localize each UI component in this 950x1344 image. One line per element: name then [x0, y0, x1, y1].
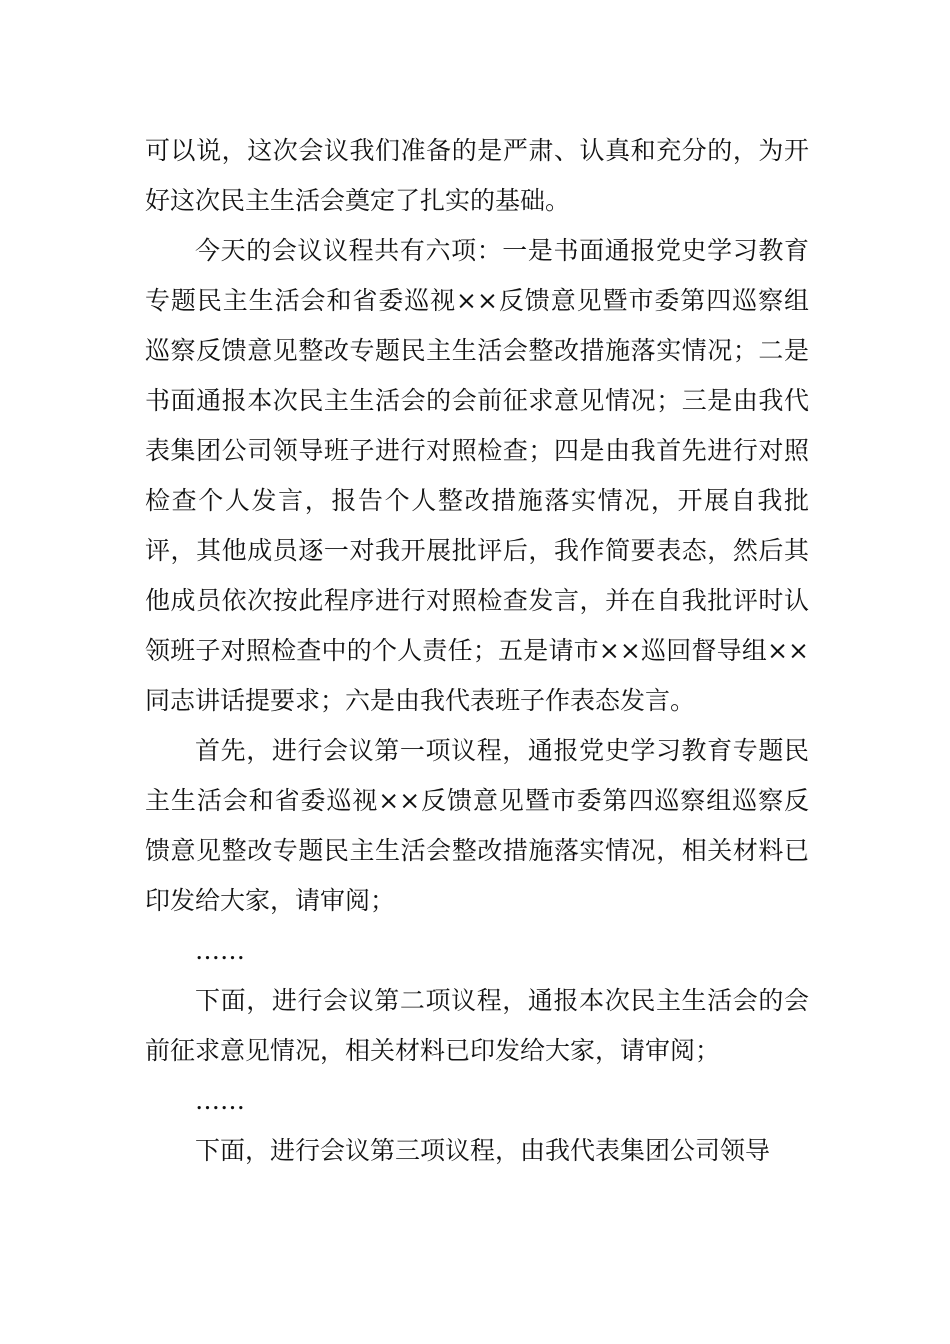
paragraph-agenda-item-1: 首先，进行会议第一项议程，通报党史学习教育专题民主生活会和省委巡视××反馈意见暨市委第四巡察组巡察反馈意见整改专题民主生活会整改措施落实情况，相关材料已印发给大家，请审阅； [145, 736, 809, 915]
paragraph-agenda-item-3: 下面，进行会议第三项议程，由我代表集团公司领导 [195, 1136, 771, 1165]
paragraph-ellipsis-2: …… [195, 1086, 245, 1115]
paragraph-agenda-item-2: 下面，进行会议第二项议程，通报本次民主生活会的会前征求意见情况，相关材料已印发给大家，请审阅； [145, 986, 809, 1065]
document-body [145, 126, 809, 1176]
paragraph-ellipsis-1: …… [195, 936, 245, 965]
paragraph-agenda-overview: 今天的会议议程共有六项：一是书面通报党史学习教育专题民主生活会和省委巡视××反馈意见暨市委第四巡察组巡察反馈意见整改专题民主生活会整改措施落实情况；二是书面通报本次民主生活会的会前征求意见情况；三是由我代表集团公司领导班子进行对照检查；四是由我首先进行对照检查个人发言，报告个人整改措施落实情况，开展自我批评，其他成员逐一对我开展批评后，我作简要表态，然后其他成员依次按此程序进行对照检查发言，并在自我批评时认领班子对照检查中的个人责任；五是请市××巡回督导组××同志讲话提要求；六是由我代表班子作表态发言。 [145, 236, 809, 715]
paragraph-preparation-summary: 可以说，这次会议我们准备的是严肃、认真和充分的，为开好这次民主生活会奠定了扎实的基础。 [145, 136, 809, 215]
